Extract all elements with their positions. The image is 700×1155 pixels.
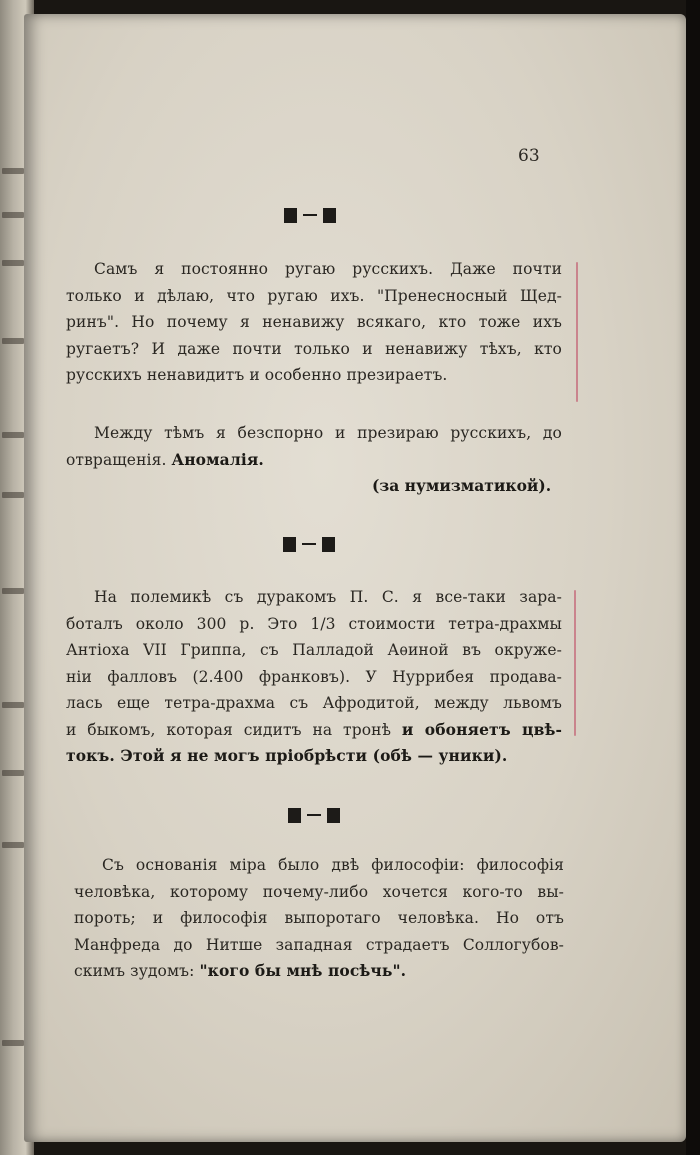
divider-square-icon [283,537,296,552]
paragraph [66,420,562,473]
paragraph [74,852,564,985]
divider-square-icon [327,808,340,823]
text-segment-bold: и обоняетъ цвѣ- [401,719,562,739]
background-edge [686,0,700,1155]
text-line: токъ. Этой я не могъ пріобрѣсти (обѣ — уники). [66,746,508,765]
text-line: ринъ". Но почему я ненавижу всякаго, кто тоже ихъ [66,313,562,331]
text-line: человѣка, которому почему-либо хочется кого-то вы- [74,882,564,901]
text-line: ругаетъ? И даже почти только и ненавижу тѣхъ, кто [66,339,562,358]
divider-dash-icon [302,543,316,545]
section-divider [283,534,335,554]
text-segment: скимъ зудомъ: [74,962,200,980]
divider-square-icon [288,808,301,823]
text-line: только и дѣлаю, что ругаю ихъ. "Пренесносный Щед- [66,286,562,305]
text-line: Съ основанія міра было двѣ философіи: философія [102,856,564,874]
text-line: Антіоха VII Гриппа, съ Палладой Аѳиной въ окруже- [66,641,562,659]
text-line [74,958,564,985]
text-line: Самъ я постоянно ругаю русскихъ. Даже почти [94,260,562,278]
page-fragment [2,1040,24,1046]
text-line: ніи фалловъ (2.400 франковъ). У Нуррибея продава- [66,667,562,686]
text-line [66,717,562,744]
text-line: На полемикѣ съ дуракомъ П. С. я все-таки зара- [94,588,562,606]
divider-square-icon [322,537,335,552]
text-line: лась еще тетра-драхма съ Афродитой, между львомъ [66,694,562,712]
margin-pencil-mark [574,590,576,736]
attribution: (за нумизматикой). [372,476,552,495]
text-line: пороть; и философія выпоротаго человѣка. Но отъ [74,909,564,927]
page-fragment [2,338,24,344]
section-divider [284,205,336,225]
page-fragment [2,842,24,848]
page-fragment [2,702,24,708]
text-segment-bold: "кого бы мнѣ посѣчь". [199,961,407,980]
text-segment: отвращенія. [66,450,172,469]
text-line: Манфреда до Нитше западная страдаетъ Соллогубов- [74,935,564,954]
page-fragment [2,168,24,174]
text-line: боталъ около 300 р. Это 1/3 стоимости тетра-драхмы [66,614,562,633]
text-line: русскихъ ненавидитъ и особенно презираетъ. [66,366,448,384]
page-fragment [2,432,24,438]
page-fragment [2,770,24,776]
divider-dash-icon [303,214,317,216]
margin-pencil-mark [576,262,578,402]
page-number: 63 [518,146,540,166]
page-fragment [2,212,24,218]
text-segment-bold: Аномалія. [171,449,264,469]
page-fragment [2,260,24,266]
page-fragment [2,588,24,594]
paragraph [66,256,562,389]
text-line: Между тѣмъ я безспорно и презираю русскихъ, до [94,424,562,442]
page-fragment [2,492,24,498]
divider-square-icon [323,208,336,223]
divider-square-icon [284,208,297,223]
text-segment: и быкомъ, которая сидитъ на тронѣ [66,720,402,739]
text-line [66,447,562,474]
divider-dash-icon [307,814,321,816]
section-divider [288,805,340,825]
paragraph [66,584,562,770]
